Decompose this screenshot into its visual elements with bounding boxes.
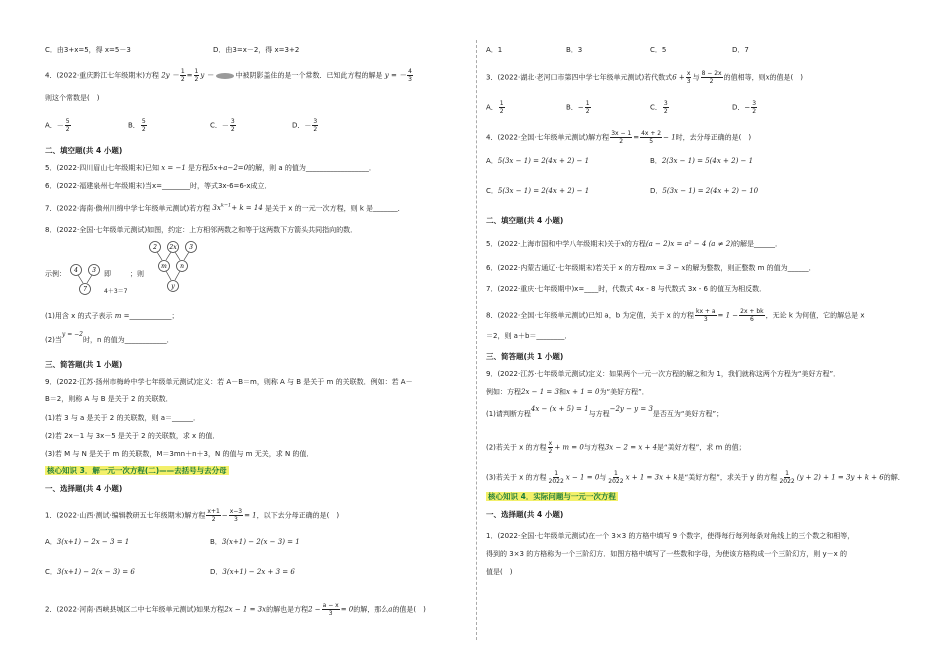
- tree-label: y: [171, 283, 175, 290]
- q7-base: 3x: [212, 204, 221, 213]
- frac-den: 2: [180, 76, 185, 83]
- option-label: B．: [566, 103, 578, 112]
- q8-example-label: 示例：: [45, 270, 66, 278]
- r-q5: [486, 240, 782, 249]
- frac-den: 3: [686, 78, 691, 85]
- option-expr: 3(x+1) − 2(x − 3) = 1: [221, 538, 300, 546]
- q8-number-tree: [140, 240, 210, 296]
- frac-den: 2: [141, 126, 146, 133]
- q5-eq: x = −1: [161, 164, 186, 172]
- tree-arrow: [175, 271, 180, 280]
- r-section-choice-title: 一、选择题(共 4 小题): [486, 510, 564, 519]
- option-frac: [65, 118, 71, 133]
- frac-den: 2: [548, 448, 553, 455]
- r-q9-line1: 9．(2022·江苏·七年级单元测试)定义：如果两个一元一次方程的解之和为 1，我们就称这两个方程为“美好方程”．: [486, 370, 841, 378]
- r-q9-part3: [486, 470, 905, 485]
- frac-num: 3: [663, 100, 668, 107]
- option-label: A．: [45, 538, 57, 546]
- r-q4-option-a: [486, 157, 589, 166]
- frac-num: x: [686, 70, 691, 77]
- r-q3-text: 的值相等，则: [723, 73, 766, 82]
- q9-line2: B＝2，则称 A 与 B 是关于 2 的关联数．: [45, 395, 173, 403]
- r-q9-part1: [486, 405, 724, 419]
- r-q8-text: 8．(2022·全国·七年级单元测试)已知 a，b 为定值，关于 x 的方程: [486, 311, 694, 320]
- r-q3-eq: 6 +: [672, 73, 685, 82]
- frac-den: 2: [619, 138, 624, 145]
- frac-num: 1: [180, 68, 185, 75]
- q5-text: 是方程: [188, 164, 210, 172]
- option-expr: 3(x+1) − 2(x − 3) = 6: [56, 568, 135, 576]
- tree-arrow: [166, 252, 171, 260]
- frac-num: 8 − 2x: [701, 70, 722, 77]
- frac-den: 2: [194, 76, 199, 83]
- l-q2-var: a: [388, 605, 393, 614]
- q8-ji-equation: 4＋3＝7: [104, 288, 128, 295]
- option-sign: －: [304, 121, 312, 130]
- q6: 6．(2022·福建泉州七年级期末)当x=________时，等式3x-6=6-x成立．: [45, 182, 272, 190]
- r-q4-option-d: [650, 187, 758, 196]
- q9-part1: (1)若 3 与 a 是关于 2 的关联数，则 a＝______．: [45, 414, 200, 422]
- r-q9-text: 与方程: [588, 410, 610, 418]
- l-q1-option-a: [45, 538, 129, 547]
- r-q3-text: 与: [692, 73, 700, 82]
- option-sign: －: [221, 121, 229, 130]
- q8-ze: ；则: [130, 270, 144, 278]
- section-choice-title: 一、选择题(共 4 小题): [45, 484, 123, 493]
- r-q4-eq: − 1: [663, 133, 676, 142]
- frac-num: x+1: [207, 508, 220, 515]
- q4-frac-1: [180, 68, 186, 83]
- r-q8-line2: ＝2，则 a＋b＝________．: [486, 332, 572, 340]
- r-q6-text: 的解为整数，则正整数 m 的值为______．: [685, 264, 816, 272]
- frac-num: a − x: [322, 602, 339, 609]
- r-q9-text: (1)请判断方程: [486, 410, 531, 418]
- q8-part1-blank: ____________；: [129, 312, 179, 320]
- option-expr: 5(3x − 1) = 2(4x + 2) − 10: [662, 187, 759, 195]
- tree-label: 2x: [169, 244, 177, 251]
- frac-num: 1: [194, 68, 199, 75]
- frac-den: 3: [703, 316, 708, 323]
- option-label: D．: [292, 121, 305, 130]
- r-top-option-c: C．5: [650, 46, 667, 54]
- l-q2-text: 2．(2022·河南·西峡县城区二中七年级单元测试)如果方程: [45, 605, 225, 614]
- example-label: 3: [92, 267, 96, 274]
- right-column: [478, 0, 950, 672]
- frac-den: 3: [328, 610, 333, 617]
- r-q9-text: 的解．: [883, 473, 905, 482]
- option-label: B．: [128, 121, 140, 130]
- r-q3-option-d: [732, 100, 758, 115]
- r-section-short-answer-title: 三、简答题(共 1 小题): [486, 352, 564, 361]
- example-label: 7: [83, 286, 87, 293]
- l-q1-option-c: [45, 568, 135, 577]
- r-q7: 7．(2022·重庆·七年级期中)x=____时，代数式 4x - 8 与代数式 3x - 6 的值互为相反数．: [486, 285, 767, 293]
- q5: [45, 164, 376, 173]
- tree-label: n: [180, 263, 184, 270]
- frac-den: 2: [585, 108, 590, 115]
- frac-num: x: [548, 440, 553, 447]
- key-knowledge-3-label: 核心知识 3．解一元一次方程(二)——去括号与去分母: [47, 466, 227, 475]
- l-q1-option-d: [210, 568, 295, 577]
- frac-num: 5: [65, 118, 70, 125]
- r-q3-text: 3．(2022·湖北·老河口市第四中学七年级单元测试)若代数式: [486, 73, 673, 82]
- option-label: D．: [210, 568, 223, 576]
- r-top-option-d: D．7: [732, 46, 749, 54]
- r-q5-var: x: [620, 240, 625, 248]
- q4-option-a: [45, 118, 72, 133]
- option-label: A．: [45, 121, 57, 130]
- q4-line2: 则这个常数是( ): [45, 94, 100, 102]
- r-q9-eq: x + 1 = 3x + k: [625, 473, 678, 482]
- r-q6: [486, 264, 816, 273]
- r-q9-eq: −2y − y = 3: [609, 405, 653, 413]
- r-q3-stem: [486, 70, 803, 85]
- option-label: C．: [486, 187, 498, 195]
- frac-num: 5: [141, 118, 146, 125]
- q5-text: 的解，则 a 的值为__________________．: [248, 164, 376, 172]
- q4-option-b: [128, 118, 148, 133]
- r-q9-text: 是否互为“美好方程”；: [652, 410, 724, 418]
- frac-num: 1: [554, 470, 559, 477]
- section-short-answer-title: 三、简答题(共 1 小题): [45, 360, 123, 369]
- r-q9-text: 例如：方程: [486, 388, 521, 396]
- q9-part2: (2)若 2x－1 与 3x－5 是关于 2 的关联数，求 x 的值．: [45, 432, 220, 440]
- r-q9-text: 与方程: [583, 443, 605, 452]
- r-q1-line3: 值是( ): [486, 568, 513, 576]
- frac-num: 3: [752, 100, 757, 107]
- q7-text: 7．(2022·海南·儋州川绵中学七年级单元测试)若方程: [45, 204, 211, 213]
- q8-example-tree: [68, 263, 102, 297]
- r-q3-frac: [686, 70, 692, 85]
- r-section-fill-blank-title: 二、填空题(共 4 小题): [486, 216, 564, 225]
- example-arrow: [78, 275, 83, 283]
- r-q3-frac: [701, 70, 723, 85]
- q4-frac-2: [194, 68, 200, 83]
- q4-eq-part: 2y －: [161, 71, 179, 80]
- l-q2-text: 的值是( ): [392, 605, 426, 614]
- r-q9-frac: [548, 470, 565, 485]
- l-q1-stem: 1．(2022·山西·测试·编辑教研五七年级期末)解方程 $\frac{x+1}{2}$ − $\frac{x-3}{3}$ = 1，以下去分母正确的是( ): [45, 508, 340, 523]
- r-q9-text: 和: [558, 388, 566, 396]
- option-frac: [230, 118, 236, 133]
- q5-eq: 5x+a−2=0: [209, 164, 249, 172]
- frac-den: 2: [211, 516, 216, 523]
- r-q4-option-c: [486, 187, 589, 196]
- r-q3-option-a: [486, 100, 506, 115]
- r-q8-frac: [695, 308, 717, 323]
- shaded-constant-oval: [216, 73, 234, 79]
- option-label: C．: [210, 121, 222, 130]
- r-q9-eq: x + 1 = 0: [565, 388, 600, 396]
- q3-option-d: D．由3=x－2，得 x=3+2: [213, 46, 300, 54]
- l-q2-eq: 2x − 1 = 3x: [224, 605, 267, 614]
- q7-tail: + k = 14: [231, 204, 263, 213]
- q8-part2: [45, 331, 174, 345]
- option-label: A．: [486, 157, 498, 165]
- q8-part2-text: 时，n 的值为____________．: [83, 336, 174, 344]
- frac-den: 2: [663, 108, 668, 115]
- l-q1-text: ，以下去分母正确的是( ): [256, 511, 340, 520]
- r-q4-frac: [610, 130, 632, 145]
- q8-ji: 即: [104, 270, 111, 278]
- frac-den: 2: [752, 108, 757, 115]
- r-q9-line2: [486, 388, 649, 397]
- option-sign: −: [577, 103, 584, 112]
- r-q3-option-c: [650, 100, 670, 115]
- frac-num: kx + a: [695, 308, 716, 315]
- q4-source: 4．(2022·重庆黔江七年级期末)方程: [45, 71, 159, 80]
- option-frac: [312, 118, 318, 133]
- frac-num: 3: [313, 118, 318, 125]
- r-q3-text: 的值是( ): [769, 73, 804, 82]
- r-q9-eq: x − 1 = 0: [565, 473, 600, 482]
- frac-den: 2: [709, 78, 714, 85]
- r-q9-part2: [486, 440, 746, 455]
- r-q8-text: ，无论 k 为何值，它的解总是 x: [765, 311, 865, 320]
- tree-label: 3: [189, 244, 193, 251]
- frac-den: 2: [499, 108, 504, 115]
- q7-text: 是关于 x 的一元一次方程，则 k 是_______．: [265, 204, 405, 213]
- r-q9-text: 是“美好方程”，求 m 的值；: [657, 443, 746, 452]
- r-q9-eq: (y + 2) + 1 = 3y + k + 6: [796, 473, 884, 482]
- q4-option-c: [210, 118, 237, 133]
- option-label: C．: [45, 568, 57, 576]
- r-q4-frac: [640, 130, 662, 145]
- tree-label: m: [161, 263, 167, 270]
- l-q2-text: 的解也是方程: [266, 605, 309, 614]
- key-knowledge-4-label: 核心知识 4．实际问题与一元一次方程: [488, 492, 616, 501]
- r-q9-frac: [778, 470, 795, 485]
- option-expr: 3(x+1) − 2x − 3 = 1: [56, 538, 130, 546]
- l-q2-frac: [322, 602, 340, 617]
- q8: 8．(2022·全国·七年级单元测试)如图，约定：上方相邻两数之和等于这两数下方箭头共同指向的数．: [45, 226, 358, 234]
- option-expr: 3(x+1) − 2x + 3 = 6: [222, 568, 295, 576]
- tree-arrow: [166, 271, 171, 280]
- frac-den: 2022: [779, 478, 795, 485]
- r-q9-eq: + m = 0: [554, 443, 584, 452]
- l-q1-frac: [229, 508, 243, 523]
- r-q9-text: 为“美好方程”．: [599, 388, 649, 396]
- r-q4-stem: 4．(2022·全国·七年级单元测试)解方程 $\frac{3x - 1}{2}$ = $\frac{4x + 2}{5}$ − 1时，去分母正确的是( ): [486, 130, 752, 145]
- l-q1-eq: = 1: [244, 511, 257, 520]
- section-fill-blank-title: 二、填空题(共 4 小题): [45, 146, 123, 155]
- q7: [45, 202, 405, 213]
- frac-num: 1: [614, 470, 618, 477]
- frac-num: x−3: [229, 508, 243, 515]
- q4-eq-part: =: [186, 71, 193, 80]
- option-label: B．: [650, 157, 662, 165]
- r-q9-text: (3)若关于 x 的方程: [486, 473, 547, 482]
- frac-den: 5: [649, 138, 654, 145]
- r-top-option-a: A．1: [486, 46, 503, 54]
- r-q9-frac: [548, 440, 554, 455]
- q3-option-c: C．由3+x=5，得 x=5－3: [45, 46, 131, 54]
- q7-exponent: k−1: [220, 203, 232, 209]
- r-q9-frac: [607, 470, 624, 485]
- r-q4-text: 4．(2022·全国·七年级单元测试)解方程: [486, 133, 610, 142]
- key-knowledge-4: [486, 492, 618, 502]
- r-q9-eq: 2x − 1 = 3: [521, 388, 559, 396]
- q8-part1: [45, 312, 178, 321]
- q4-option-d: [292, 118, 319, 133]
- option-frac: [141, 118, 147, 133]
- r-q9-eq: 4x − (x + 5) = 1: [530, 405, 589, 413]
- frac-num: 4x + 2: [641, 130, 662, 137]
- example-label: 4: [74, 267, 78, 274]
- frac-den: 2: [230, 126, 235, 133]
- l-q1-text: 1．(2022·山西·测试·编辑教研五七年级期末)解方程: [45, 511, 206, 520]
- r-q9-text: (2)若关于 x 的方程: [486, 443, 547, 452]
- r-q8-eq: = 1 −: [717, 311, 739, 320]
- q4-eq-part: y －: [200, 71, 214, 80]
- r-q4-option-b: [650, 157, 753, 166]
- option-label: B．: [210, 538, 222, 546]
- r-q5-text: 5．(2022·上海市国和中学八年级期末)关于: [486, 240, 621, 248]
- tree-arrow: [157, 252, 162, 260]
- r-q6-text: 6．(2022·内蒙古通辽·七年级期末)若关于 x 的方程: [486, 264, 646, 272]
- tree-label: 2: [153, 244, 157, 251]
- option-label: D．: [732, 103, 745, 112]
- q8-part2-eq: y = −2: [61, 331, 83, 338]
- q4-text: 中被阴影盖住的是一个常数．已知此方程的解是: [235, 71, 383, 80]
- q5-text: 5．(2022·四川眉山七年级期末)已知: [45, 164, 159, 172]
- q4-sol-frac: [407, 68, 413, 83]
- l-q2-text: 的解，那么: [353, 605, 389, 614]
- q8-part2-text: (2)当: [45, 336, 62, 344]
- r-q8: [486, 308, 865, 323]
- option-frac: [499, 100, 505, 115]
- r-q4-text: 时，去分母正确的是( ): [675, 133, 752, 142]
- tree-arrow: [175, 252, 180, 260]
- frac-num: 2x + bk: [740, 308, 764, 315]
- r-q3-option-b: [566, 100, 592, 115]
- r-q9-text: 是“美好方程”，求关于 y 的方程: [677, 473, 778, 482]
- q8-part1-text: (1)用含 x 的式子表示: [45, 312, 113, 320]
- frac-den: 2: [65, 126, 70, 133]
- option-expr: 2(3x − 1) = 5(4x + 2) − 1: [661, 157, 754, 165]
- frac-den: 2022: [548, 478, 564, 485]
- frac-num: 3: [230, 118, 235, 125]
- frac-den: 2022: [608, 478, 624, 485]
- r-q5-text: 的解是______．: [732, 240, 782, 248]
- frac-den: 2: [313, 126, 318, 133]
- frac-num: 1: [785, 470, 789, 477]
- r-q5-text: 的方程: [624, 240, 646, 248]
- r-q6-eq: mx = 3 − x: [645, 264, 686, 272]
- r-q5-eq: (a − 2)x = a² − 4 (a ≠ 2): [645, 240, 733, 248]
- example-arrow: [87, 275, 92, 283]
- q9-part3: (3)若 M 与 N 是关于 m 的关联数，M＝3mn＋n＋3，N 的值与 m 无关，求 N 的值．: [45, 450, 314, 458]
- frac-num: 1: [499, 100, 504, 107]
- tree-arrow: [184, 252, 189, 260]
- q4-stem: [45, 68, 414, 83]
- l-q2-eq: = 0: [340, 605, 354, 614]
- q4-solution: y = －: [384, 71, 407, 80]
- option-frac: [585, 100, 591, 115]
- option-label: A．: [486, 103, 498, 112]
- frac-num: 4: [408, 68, 412, 75]
- q7-eq: [212, 204, 262, 212]
- option-expr: 5(3x − 1) = 2(4x + 2) − 1: [497, 187, 590, 195]
- option-frac: [751, 100, 757, 115]
- frac-num: 3x − 1: [611, 130, 632, 137]
- l-q2-stem: [45, 602, 426, 617]
- key-knowledge-3: [45, 466, 229, 476]
- option-sign: －: [56, 121, 64, 130]
- r-q1-line1: 1．(2022·全国·七年级单元测试)在一个 3×3 的方格中填写 9 个数字，使得每行每列每条对角线上的三个数之和相等，: [486, 532, 855, 540]
- frac-den: 3: [408, 76, 412, 83]
- r-top-option-b: B．3: [566, 46, 583, 54]
- l-q1-frac: [206, 508, 220, 523]
- r-q1-line2: 得到的 3×3 的方格称为一个三阶幻方．如图方格中填写了一些数和字母，为使该方格构成一个三阶幻方，则 y－x 的: [486, 550, 847, 558]
- option-frac: [663, 100, 669, 115]
- frac-num: 1: [585, 100, 590, 107]
- r-q9-eq: 3x − 2 = x + 4: [604, 443, 658, 452]
- frac-den: 6: [749, 316, 754, 323]
- option-label: D．: [650, 187, 663, 195]
- frac-den: 3: [233, 516, 238, 523]
- option-label: C．: [650, 103, 662, 112]
- option-sign: −: [744, 103, 751, 112]
- q9-line1: 9．(2022·江苏·扬州市梅岭中学七年级单元测试)定义：若 A－B＝m，则称 A 与 B 是关于 m 的关联数．例如：若 A－: [45, 378, 413, 386]
- r-q9-text: 与: [599, 473, 607, 482]
- q8-part1-eq: m =: [114, 312, 130, 320]
- r-q8-frac: [739, 308, 765, 323]
- l-q1-option-b: [210, 538, 300, 547]
- option-expr: 5(3x − 1) = 2(4x + 2) − 1: [497, 157, 590, 165]
- l-q2-eq: 2 −: [308, 605, 321, 614]
- r-q3-var: x: [765, 73, 770, 82]
